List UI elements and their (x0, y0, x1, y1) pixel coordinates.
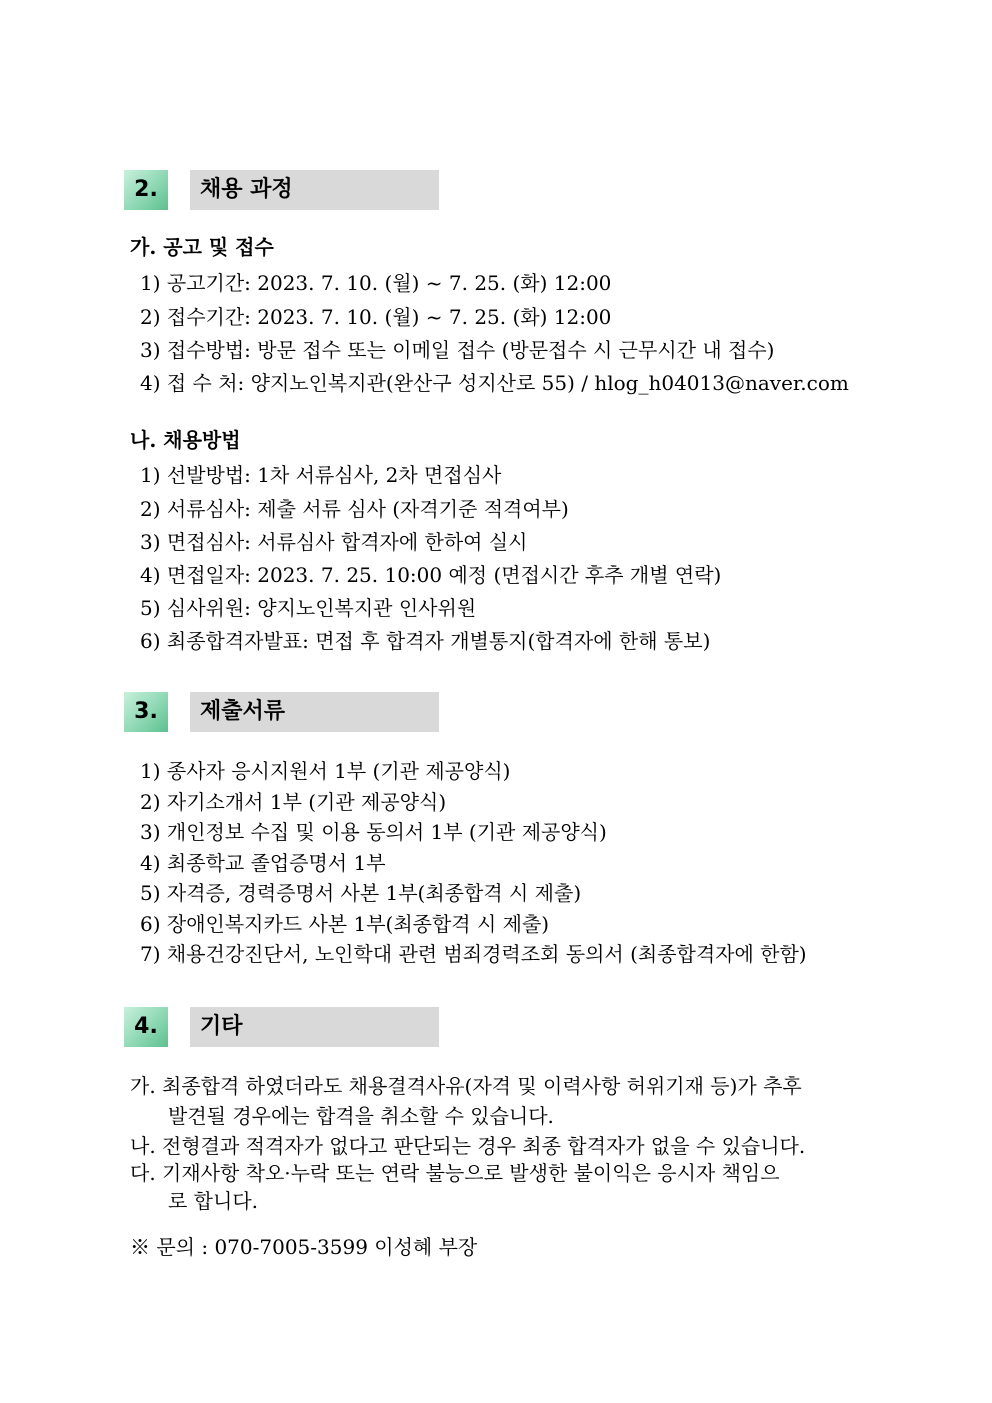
list-item: 5) 심사위원: 양지노인복지관 인사위원 (140, 596, 477, 620)
list-item: 2) 접수기간: 2023. 7. 10. (월) ~ 7. 25. (화) 12:00 (140, 305, 612, 329)
list-item: 1) 공고기간: 2023. 7. 10. (월) ~ 7. 25. (화) 12:00 (140, 271, 612, 295)
section-title: 제출서류 (190, 692, 439, 732)
list-item: 3) 접수방법: 방문 접수 또는 이메일 접수 (방문접수 시 근무시간 내 접수) (140, 338, 775, 362)
list-item: 1) 종사자 응시지원서 1부 (기관 제공양식) (140, 759, 511, 783)
section-number: 4. (124, 1007, 168, 1047)
list-item: 5) 자격증, 경력증명서 사본 1부(최종합격 시 제출) (140, 881, 582, 905)
list-item: 2) 자기소개서 1부 (기관 제공양식) (140, 790, 447, 814)
section-title: 채용 과정 (190, 170, 439, 210)
list-item: 4) 접 수 처: 양지노인복지관(완산구 성지산로 55) / hlog_h04013@naver.com (140, 371, 849, 395)
subsection-heading-announce: 가. 공고 및 접수 (130, 235, 274, 259)
list-item: 3) 개인정보 수집 및 이용 동의서 1부 (기관 제공양식) (140, 820, 607, 844)
note-item: 가. 최종합격 하였더라도 채용결격사유(자격 및 이력사항 허위기재 등)가 추후 (130, 1074, 802, 1098)
list-item: 6) 최종합격자발표: 면접 후 합격자 개별통지(합격자에 한해 통보) (140, 629, 711, 653)
list-item: 2) 서류심사: 제출 서류 심사 (자격기준 적격여부) (140, 497, 569, 521)
note-item-continuation: 로 합니다. (168, 1189, 258, 1213)
list-item: 7) 채용건강진단서, 노인학대 관련 범죄경력조회 동의서 (최종합격자에 한함) (140, 942, 807, 966)
list-item: 3) 면접심사: 서류심사 합격자에 한하여 실시 (140, 530, 528, 554)
note-item-continuation: 발견될 경우에는 합격을 취소할 수 있습니다. (168, 1104, 554, 1128)
list-item: 6) 장애인복지카드 사본 1부(최종합격 시 제출) (140, 912, 550, 936)
note-item: 다. 기재사항 착오·누락 또는 연락 불능으로 발생한 불이익은 응시자 책임으 (130, 1161, 780, 1185)
list-item: 4) 최종학교 졸업증명서 1부 (140, 851, 386, 875)
list-item: 4) 면접일자: 2023. 7. 25. 10:00 예정 (면접시간 후추 개별 연락) (140, 563, 722, 587)
section-number: 2. (124, 170, 168, 210)
subsection-heading-method: 나. 채용방법 (130, 428, 241, 452)
contact-info: ※ 문의 : 070-7005-3599 이성혜 부장 (130, 1235, 478, 1259)
list-item: 1) 선발방법: 1차 서류심사, 2차 면접심사 (140, 463, 502, 487)
note-item: 나. 전형결과 적격자가 없다고 판단되는 경우 최종 합격자가 없을 수 있습니다. (130, 1134, 806, 1158)
section-number: 3. (124, 692, 168, 732)
section-title: 기타 (190, 1007, 439, 1047)
